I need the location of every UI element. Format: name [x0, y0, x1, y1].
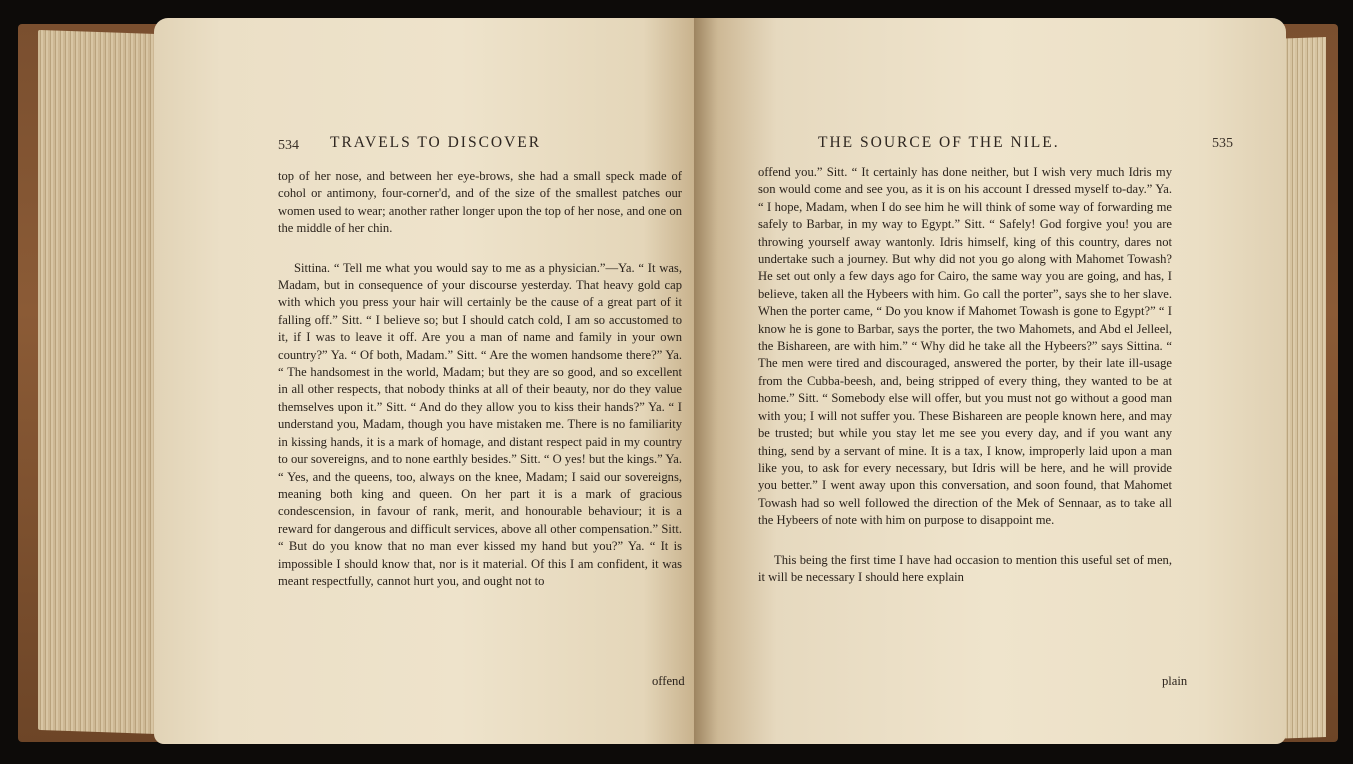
fore-edge-left	[38, 30, 158, 734]
page-number-left: 534	[278, 138, 299, 153]
open-book	[18, 14, 1338, 756]
running-head-left: TRAVELS TO DISCOVER	[330, 134, 542, 151]
left-text-block	[278, 168, 682, 590]
catchword-right: plain	[1162, 674, 1188, 688]
running-head-right: THE SOURCE OF THE NILE.	[818, 134, 1060, 151]
right-paragraph-2: This being the first time I have had occasion to mention this useful set of men, it will be necessary I should here explain	[758, 552, 1172, 584]
left-page	[154, 18, 710, 744]
right-paragraph-1: offend you.” Sitt. “ It certainly has done neither, but I wish very much Idris my son would come and see you, as it is on his account I dressed myself to-day.” Ya. “ I hope, Madam, when I do see him he will think of some way of forwarding me safely to Barbar, in my way to Egypt.” Sitt. “ Safely! God forgive you! you are throwing yourself away wantonly. Idris himself, king of this country, dares not undertake such a journey. But why did not you go along with Mahomet Towash? He set out only a few days ago for Cairo, the same way you are going, and has, I believe, taken all the Hybeers with him. Go call the porter”, says she to her slave. When the porter came, “ Do you know if Mahomet Towash is gone to Egypt?” “ I know he is gone to Barbar, says the porter, the two Mahomets, and Abd el Jelleel, the Bishareen, are with him.” “ Why did he take all the Hybeers?” says Sittina. “ The men were tired and discouraged, answered the porter, by their late ill-usage from the Cubba-beesh, and, being stripped of every thing, they wanted to be at home.” Sitt. “ Somebody else will offer, but you must not go without a good man with you; I will not suffer you. These Bishareen are people known here, and may be trusted; but while you stay let me see you every day, and if you want any thing, send by a servant of mine. It is a tax, I know, improperly laid upon a man like you, to ask for every necessary, but Idris will be here, and he will provide you better.” I went away upon this conversation, and soon found, that Mahomet Towash had so well followed the direction of the Mek of Sennaar, as to take all the Hybeers of note with him on purpose to disappoint me.	[758, 165, 1172, 528]
catchword-left: offend	[652, 674, 685, 688]
right-text-block	[758, 164, 1172, 586]
right-page	[694, 18, 1286, 744]
left-paragraph-1: top of her nose, and between her eye-brows, she had a small speck made of cohol or antimony, four-corner'd, and of the size of the smallest patches our women used to wear; another rather longer upon the top of her nose, and one on the middle of her chin.	[278, 169, 682, 236]
page-number-right: 535	[1212, 136, 1233, 151]
left-paragraph-2: Sittina. “ Tell me what you would say to me as a physician.”—Ya. “ It was, Madam, but in consequence of your discourse yesterday. That heavy gold cap with which you press your hair will certainly be the cause of a great part of it falling off.” Sitt. “ I believe so; but I should catch cold, I am so accustomed to it, if I was to leave it off. Are you a man of name and family in your own country?” Ya. “ Of both, Madam.” Sitt. “ Are the women handsome there?” Ya. “ The handsomest in the world, Madam; but they are so good, and so excellent in all other respects, that nobody thinks at all of their beauty, nor do they value themselves upon it.” Sitt. “ And do they allow you to kiss their hands?” Ya. “ I understand you, Madam, though you have mistaken me. There is no familiarity in kissing hands, it is a mark of homage, and distant respect paid in my country to our sovereigns, and to none earthly besides.” Sitt. “ O yes! but the kings.” Ya. “ Yes, and the queens, too, always on the knee, Madam; I said our sovereigns, meaning both king and queen. On her part it is a mark of gracious condescension, in favour of rank, merit, and honourable behaviour; it is a reward for dangerous and difficult services, above all other compensation.” Sitt. “ But do you know that no man ever kissed my hand but you?” Ya. “ It is impossible I should know that, nor is it material. Of this I am confident, it was meant respectfully, cannot hurt you, and ought not to	[278, 260, 682, 588]
